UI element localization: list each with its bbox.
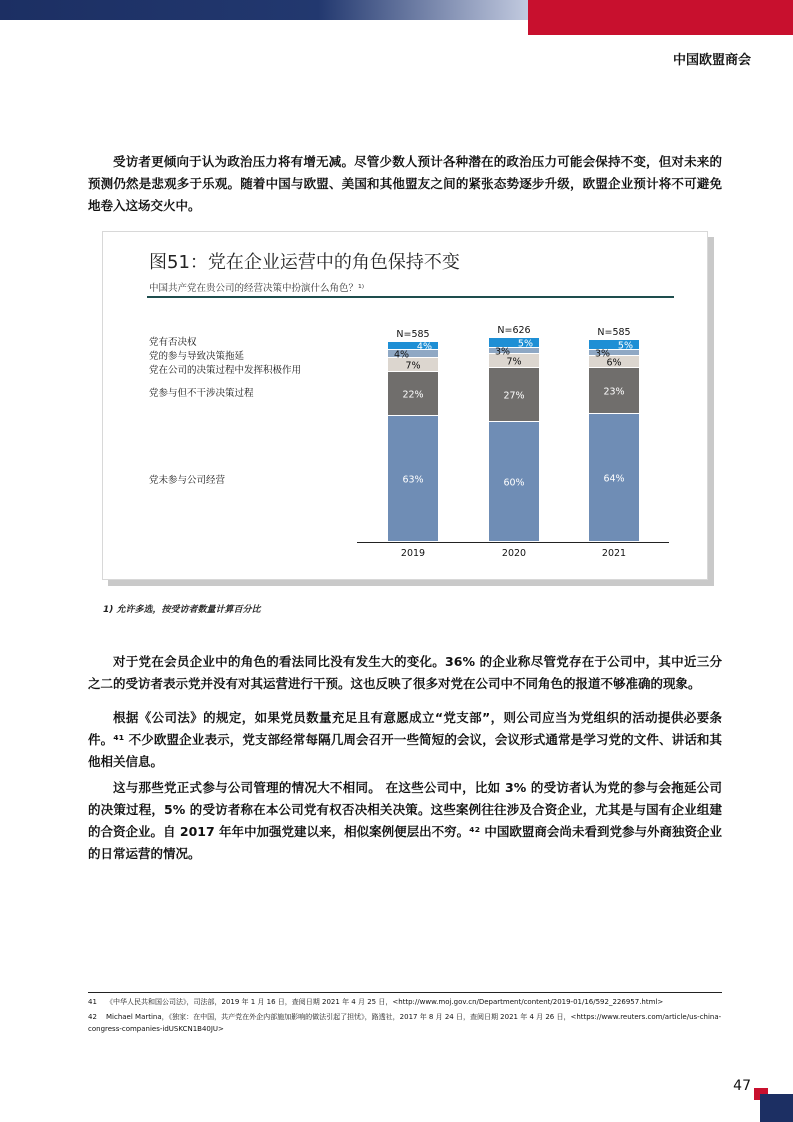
legend-not-involved: 党未参与公司经营 <box>149 475 226 486</box>
bar-value-label: 7% <box>405 360 421 372</box>
sample-size-label: N=626 <box>497 325 531 336</box>
x-tick-label: 2021 <box>601 548 627 559</box>
bar-value-label: 6% <box>606 357 622 369</box>
paragraph-1: 受访者更倾向于认为政治压力将有增无减。尽管少数人预计各种潜在的政治压力可能会保持不变，但对未来的预测仍然是悲观多于乐观。随着中国与欧盟、美国和其他盟友之间的紧张态势逐步升级，欧盟企业预计将不可避免地卷入这场交火中。 <box>88 154 722 213</box>
bar-value-label: 7% <box>506 356 522 368</box>
bar-value-label: 3% <box>595 348 611 360</box>
x-tick-label: 2019 <box>400 548 426 559</box>
bar-value-label: 64% <box>603 473 625 485</box>
paragraph-4: 这与那些党正式参与公司管理的情况大不相同。 在这些公司中，比如 3% 的受访者认为党的参与会拖延公司的决策过程，5% 的受访者称在本公司党有权否决相关决策。这些案例往往涉及合资企业，尤其是与国有企业组建的合资企业。自 2017 年年中加强党建以来，相似案例便层出不穷。⁴² 中国欧盟商会尚未看到党参与外商独资企业的日常运营的情况。 <box>88 780 722 861</box>
footnote-text: Michael Martina，《独家：在中国，共产党在外企内部施加影响的做法引起了担忧》，路透社，2017 年 8 月 24 日，查阅日期 2021 年 4 月 26 日，<https://www.reuters.com/article/us-china-congress-companies-idUSKCN1B40JU> <box>88 1013 722 1033</box>
sample-size-label: N=585 <box>597 327 631 338</box>
footnote-text: 《中华人民共和国公司法》，司法部，2019 年 1 月 16 日，查阅日期 2021 年 4 月 25 日，<http://www.moj.gov.cn/Department/content/2019-01/16/592_226957.html> <box>106 998 664 1006</box>
header-bar-red <box>528 0 793 35</box>
bar-value-label: 60% <box>503 477 525 489</box>
paragraph-3: 根据《公司法》的规定，如果党员数量充足且有意愿成立“党支部”，则公司应当为党组织的活动提供必要条件。⁴¹ 不少欧盟企业表示，党支部经常每隔几周会召开一些简短的会议，会议形式通常是学习党的文件、讲话和其他相关信息。 <box>88 710 722 769</box>
footnote-number: 41 <box>88 998 97 1006</box>
paragraph-2: 对于党在会员企业中的角色的看法同比没有发生大的变化。36% 的企业称尽管党存在于公司中，其中近三分之二的受访者表示党并没有对其运营进行干预。这也反映了很多对党在公司中不同角色的报道不够准确的现象。 <box>88 654 722 691</box>
bar-value-label: 23% <box>603 386 625 398</box>
legend-veto: 党有否决权 <box>149 337 197 348</box>
figure-note: 1) 允许多选，按受访者数量计算百分比 <box>103 605 261 615</box>
bar-value-label: 63% <box>402 474 424 486</box>
sample-size-label: N=585 <box>396 329 430 340</box>
org-name: 中国欧盟商会 <box>672 53 751 68</box>
bar-value-label: 27% <box>503 390 525 402</box>
footnote-41 <box>88 996 722 1008</box>
figure-card <box>102 231 708 580</box>
bar-value-label: 4% <box>416 341 432 353</box>
bar-value-label: 5% <box>517 338 533 350</box>
legend-delay: 党的参与导致决策拖延 <box>149 351 245 362</box>
footnote-42 <box>88 1011 722 1035</box>
x-tick-label: 2020 <box>501 548 527 559</box>
figure-title: 图51：党在企业运营中的角色保持不变 <box>149 252 460 273</box>
corner-accent-blue <box>760 1094 793 1122</box>
bar-value-label: 5% <box>617 340 633 352</box>
header-bar-blue <box>0 0 530 20</box>
figure-subtitle: 中国共产党在贵公司的经营决策中扮演什么角色？¹⁾ <box>149 283 365 294</box>
footnote-number: 42 <box>88 1013 97 1021</box>
page-number: 47 <box>733 1078 751 1094</box>
bar-value-label: 22% <box>402 389 424 401</box>
stacked-bar-chart <box>103 232 707 579</box>
legend-positive: 党在公司的决策过程中发挥积极作用 <box>149 365 302 376</box>
bar-value-label: 4% <box>394 349 410 361</box>
legend-no-interfere: 党参与但不干涉决策过程 <box>149 388 254 399</box>
bar-value-label: 3% <box>495 346 511 358</box>
footnote-rule <box>88 992 722 993</box>
